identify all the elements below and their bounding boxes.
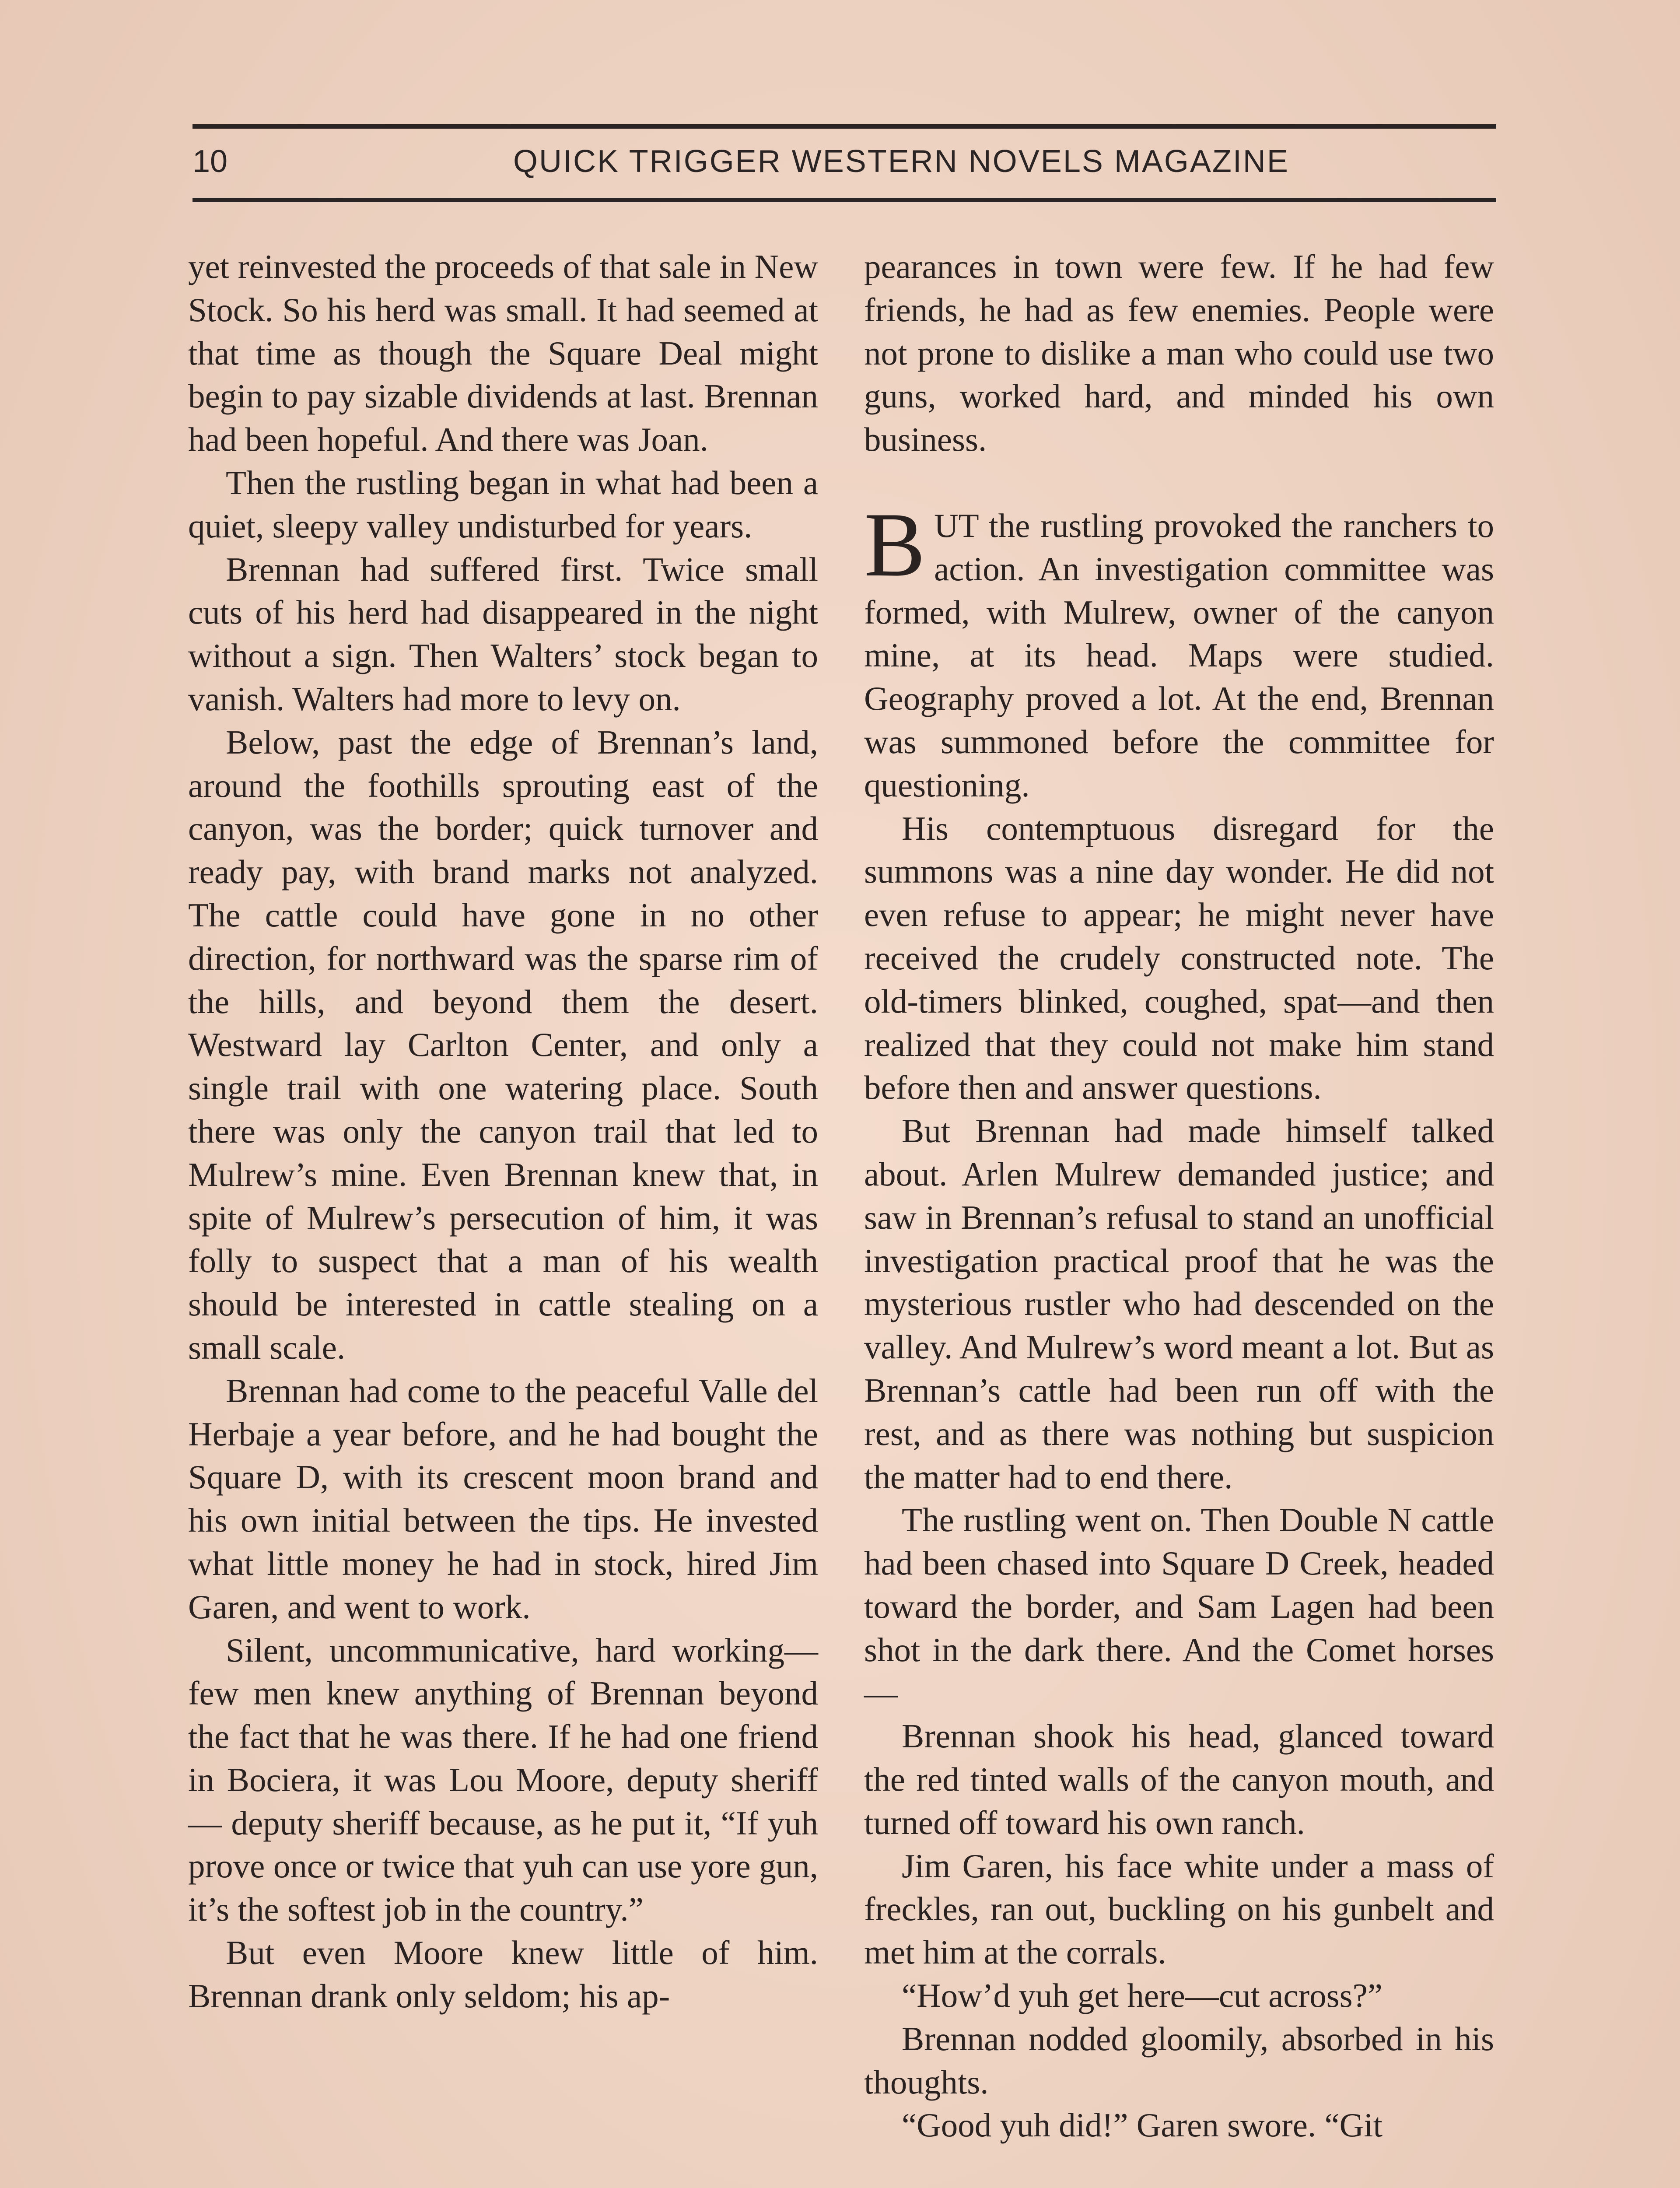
paragraph: Brennan had come to the peaceful Valle del Herbaje a year before, and he had bought the Square D, with its crescent moon brand and his own initial between the tips. He invested what little money he had in stock, hired Jim Garen, and went to work. <box>188 1371 818 1626</box>
drop-cap: B <box>864 494 926 596</box>
paragraph: Then the rustling began in what had been a quiet, sleepy valley undisturbed for years. <box>188 463 818 545</box>
paragraph: Brennan nodded gloomily, absorbed in his thoughts. <box>864 2020 1494 2101</box>
paragraph: Brennan shook his head, glanced toward the red tinted walls of the canyon mouth, and turned off toward his own ranch. <box>864 1717 1494 1841</box>
header-top-rule <box>192 124 1496 129</box>
paragraph: But Brennan had made himself talked about. Arlen Mulrew demanded justice; and saw in Brennan’s refusal to stand an unofficial investigation practical proof that he was the mysterious rustler who had descended on the valley. And Mulrew’s word meant a lot. But as Brennan’s cattle had been run off with the rest, and as there was nothing but suspicion the matter had to end there. <box>864 1112 1494 1496</box>
paragraph: yet reinvested the proceeds of that sale in New Stock. So his herd was small. It had seemed at that time as though the Square Deal might begin to pay sizable dividends at last. Brennan had been hopeful. And there was Joan. <box>188 248 818 459</box>
paragraph-text: UT the rustling provoked the ranchers to action. An investigation committee was formed, with Mulrew, owner of the canyon mine, at its head. Maps were studied. Geography proved a lot. At the end, Brennan was summoned before the committee for questioning. <box>864 506 1494 804</box>
paragraph: Below, past the edge of Brennan’s land, around the foothills sprouting east of the canyon, was the border; quick turnover and ready pay, with brand marks not analyzed. The cattle could have gone in no other direction, for northward was the sparse rim of the hills, and beyond them the desert. Westward lay Carlton Center, and only a single trail with one watering place. South there was only the canyon trail that led to Mulrew’s mine. Even Brennan knew that, in spite of Mulrew’s persecution of him, it was folly to suspect that a man of his wealth should be interested in cattle stealing on a small scale. <box>188 723 818 1366</box>
magazine-title: QUICK TRIGGER WESTERN NOVELS MAGAZINE <box>513 144 1289 179</box>
paragraph: Brennan had suffered first. Twice small cuts of his herd had disappeared in the night without a sign. Then Walters’ stock began to vanish. Walters had more to levy on. <box>188 550 818 718</box>
page-number: 10 <box>192 144 228 179</box>
section-opening-paragraph <box>864 494 1494 807</box>
paragraph: Jim Garen, his face white under a mass of freckles, ran out, buckling on his gunbelt and met him at the corrals. <box>864 1847 1494 1971</box>
paragraph: The rustling went on. Then Double N cattle had been chased into Square D Creek, headed toward the border, and Sam Lagen had been shot in the dark there. And the Comet horses— <box>864 1501 1494 1712</box>
right-text-column <box>864 245 1494 2147</box>
paragraph: “How’d yuh get here—cut across?” <box>902 1977 1382 2015</box>
paragraph: “Good yuh did!” Garen swore. “Git <box>902 2106 1383 2144</box>
paragraph: pearances in town were few. If he had few friends, he had as few enemies. People were not prone to dislike a man who could use two guns, worked hard, and minded his own business. <box>864 248 1494 459</box>
paragraph: But even Moore knew little of him. Brennan drank only seldom; his ap- <box>188 1934 818 2015</box>
paragraph: His contemptuous disregard for the summons was a nine day wonder. He did not even refuse to appear; he might never have received the crudely constructed note. The old-timers blinked, coughed, spat—and then realized that they could not make him stand before then and answer questions. <box>864 809 1494 1107</box>
header-bottom-rule <box>192 198 1496 202</box>
page-header <box>192 131 1496 197</box>
paragraph: Silent, uncommunicative, hard working—few men knew anything of Brennan beyond the fact that he was there. If he had one friend in Bociera, it was Lou Moore, deputy sheriff — deputy sheriff because, as he put it, “If yuh prove once or twice that yuh can use yore gun, it’s the softest job in the country.” <box>188 1631 818 1929</box>
left-text-column <box>188 245 818 2018</box>
